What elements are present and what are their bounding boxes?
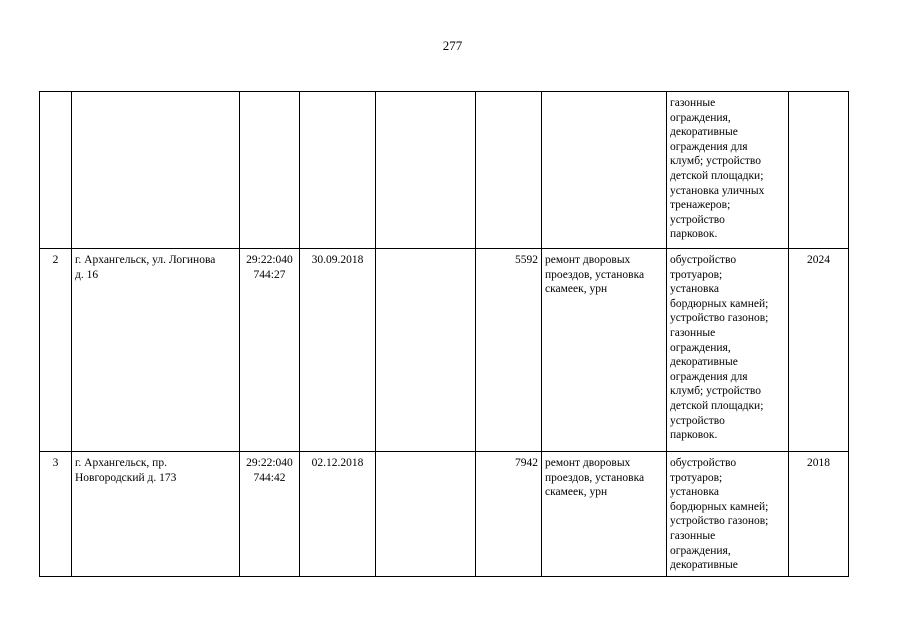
cell-empty — [376, 452, 476, 577]
cell-line: устройство газонов; — [670, 515, 769, 528]
cell-improvements — [667, 452, 789, 577]
cell-line: парковок. — [670, 429, 718, 442]
table-body — [40, 92, 849, 577]
cell-line: устройство — [670, 414, 725, 427]
cell-line: г. Архангельск, пр. — [75, 457, 167, 469]
cell-line: парковок. — [670, 228, 718, 241]
improvement-table — [39, 91, 849, 577]
cell-line: проездов, установка — [545, 268, 645, 281]
cell-date: 02.12.2018 — [300, 452, 376, 577]
cell-line: проездов, установка — [545, 471, 645, 484]
cell-line: обустройство — [670, 254, 737, 266]
cell-line: 744:42 — [253, 471, 286, 484]
cell-address — [72, 452, 240, 577]
cell-area — [476, 92, 542, 249]
cell-line: ремонт дворовых — [545, 457, 631, 469]
cell-line: д. 16 — [75, 268, 99, 281]
cell-address — [72, 249, 240, 452]
cell-line: ограждения для — [670, 140, 748, 153]
cell-improvements — [667, 249, 789, 452]
cell-line: устройство газонов; — [670, 312, 769, 325]
cell-line: Новгородский д. 173 — [75, 471, 177, 484]
cell-line: 744:27 — [253, 268, 286, 281]
cell-line: скамеек, урн — [545, 486, 608, 499]
cell-line: г. Архангельск, ул. Логинова — [75, 254, 216, 266]
cell-line: клумб; устройство — [670, 155, 762, 168]
cell-area: 5592 — [476, 249, 542, 452]
cell-date: 30.09.2018 — [300, 249, 376, 452]
cell-number: 2 — [40, 249, 72, 452]
cell-empty — [376, 249, 476, 452]
cell-work — [542, 249, 667, 452]
cell-improvements — [667, 92, 789, 249]
table-row — [40, 92, 849, 249]
cell-line: ограждения для — [670, 370, 748, 383]
cell-work — [542, 92, 667, 249]
cell-line: 29:22:040 — [246, 457, 293, 469]
cell-year: 2018 — [789, 452, 849, 577]
cell-line: тренажеров; — [670, 199, 731, 212]
cell-line: скамеек, урн — [545, 283, 608, 296]
cell-year: 2024 — [789, 249, 849, 452]
cell-number — [40, 92, 72, 249]
cell-line: ограждения, — [670, 111, 731, 124]
cell-line: бордюрных камней; — [670, 297, 769, 310]
table-row — [40, 249, 849, 452]
cell-cadastral — [240, 92, 300, 249]
cell-line: декоративные — [670, 126, 738, 139]
cell-cadastral — [240, 452, 300, 577]
cell-line: газонные — [670, 326, 716, 339]
cell-line: бордюрных камней; — [670, 500, 769, 513]
cell-date — [300, 92, 376, 249]
cell-year — [789, 92, 849, 249]
cell-line: детской площадки; — [670, 399, 764, 412]
cell-line: клумб; устройство — [670, 385, 762, 398]
cell-line: устройство — [670, 213, 725, 226]
cell-line: установка — [670, 283, 719, 296]
cell-work — [542, 452, 667, 577]
page-number: 277 — [442, 38, 463, 53]
cell-cadastral — [240, 249, 300, 452]
cell-area: 7942 — [476, 452, 542, 577]
cell-line: газонные — [670, 97, 716, 109]
table-row — [40, 452, 849, 577]
cell-line: декоративные — [670, 356, 738, 369]
cell-line: установка уличных — [670, 184, 765, 197]
cell-line: обустройство — [670, 457, 737, 469]
cell-line: установка — [670, 486, 719, 499]
cell-empty — [376, 92, 476, 249]
cell-line: ограждения, — [670, 544, 731, 557]
cell-address — [72, 92, 240, 249]
cell-line: тротуаров; — [670, 268, 723, 281]
cell-line: тротуаров; — [670, 471, 723, 484]
cell-line: ремонт дворовых — [545, 254, 631, 266]
cell-line: декоративные — [670, 559, 738, 572]
cell-line: ограждения, — [670, 341, 731, 354]
cell-line: детской площадки; — [670, 169, 764, 182]
cell-number: 3 — [40, 452, 72, 577]
cell-line: 29:22:040 — [246, 254, 293, 266]
cell-line: газонные — [670, 529, 716, 542]
